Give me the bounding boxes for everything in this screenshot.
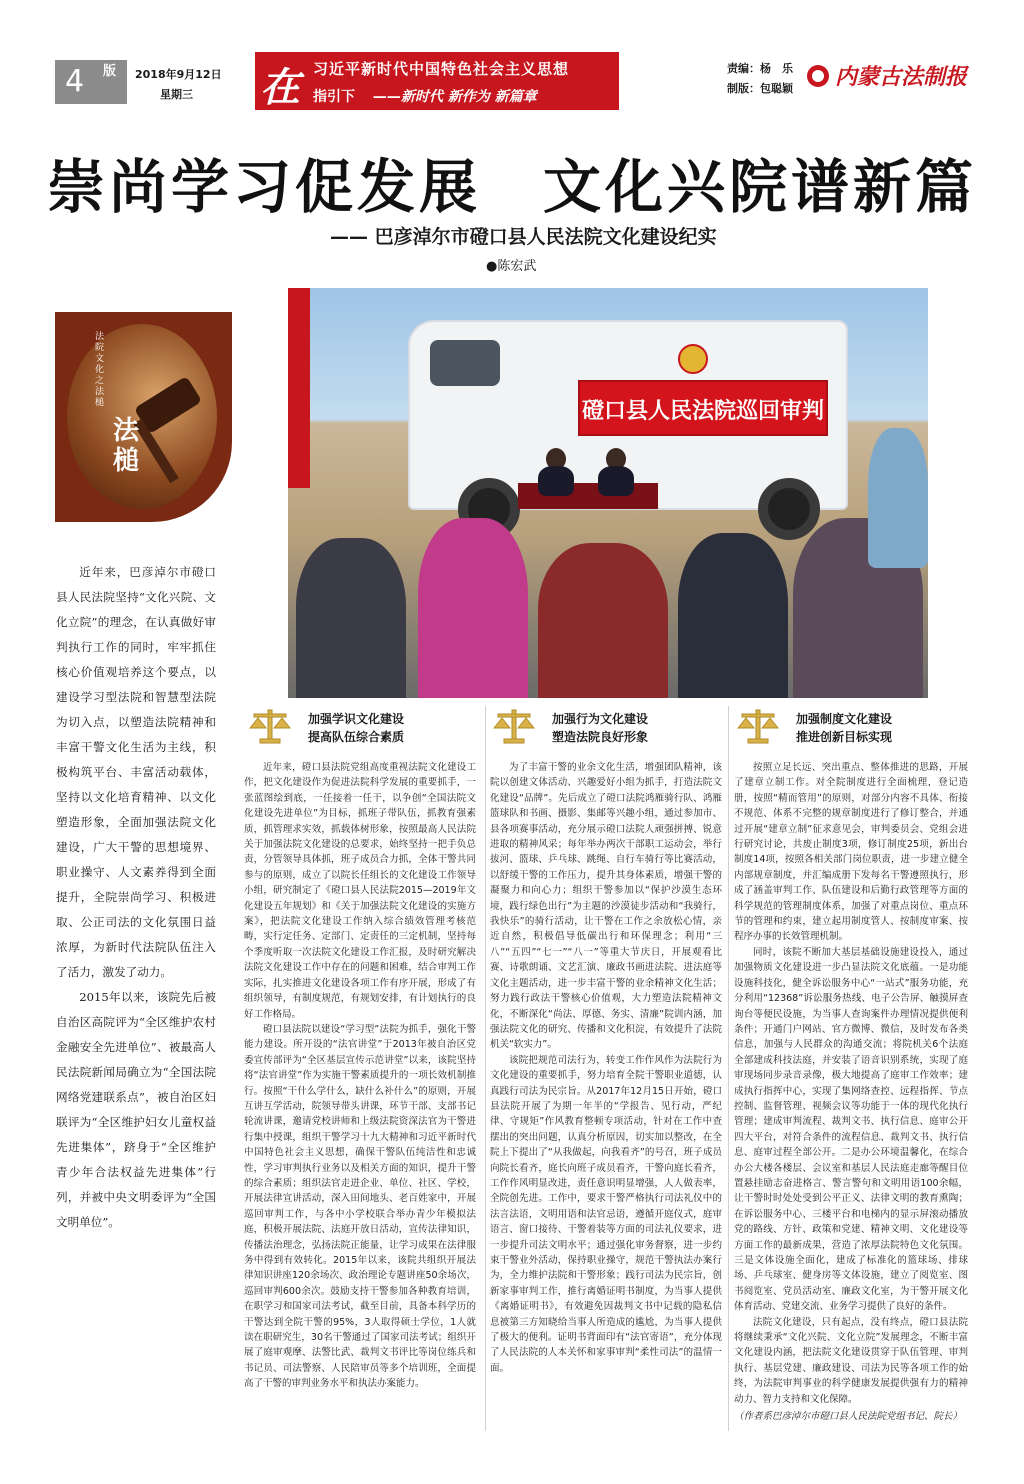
section-title-line2: 提高队伍综合素质 [308, 730, 405, 744]
article-column-2 [490, 760, 722, 1376]
logo-emblem-icon [807, 65, 829, 87]
author-note: （作者系巴彦淖尔市磴口县人民法院党组书记、院长） [734, 1411, 963, 1423]
clerk-figure [598, 466, 634, 496]
issue-date: 2018年9月12日 [135, 68, 222, 81]
article-paragraph: 同时，该院不断加大基层基础设施建设投入，通过加强物质文化建设进一步凸显法院文化底蕴。一是功能设施科技化，健全诉讼服务中心“一站式”服务功能，充分利用“12368”诉讼服务热线、电子公告屏、触摸屏查询台等便民设施，为当事人查询案件办理情况提供便利条件；开通门户网站、官方微博、微信，及时发布各类信息，加强与人民群众的沟通交流；将院机关6个法庭全部建成科技法庭，并安装了语音识别系统，实现了庭审现场同步录音录像，极大地提高了庭审工作效率；建成执行指挥中心，实现了集网络查控、远程指挥、节点控制、监督管理、视频会议等功能于一体的现代化执行管理；建成审判流程、裁判文书、执行信息、庭审公开四大平台，对符合条件的流程信息、裁判文书、执行信息、庭审过程全部公开。二是办公环境温馨化，在综合办公大楼各楼层、会议室和基层人民法庭走廊等醒目位置悬挂励志奋进格言、警言警句和文明用语100余幅，让干警时时处处受到公平正义、法律文明的教育熏陶；在诉讼服务中心、三楼平台和电梯内的显示屏滚动播放党的路线、方针、政策和党建、精神文明、文化建设等方面工作的最新成果，营造了浓厚法院特色文化氛围。三是文体设施全面化，建成了标准化的篮球场、排球场、乒乓球室、健身房等文体设施，建立了阅览室、图书阅览室、党员活动室、廉政文化室，为干警开展文化体育活动、党建交流、业务学习提供了良好的条件。 [734, 946, 968, 1313]
article-column-3 [734, 760, 968, 1424]
article-paragraph: 为了丰富干警的业余文化生活，增强团队精神，该院以创建文体活动、兴趣爱好小组为抓手，打造法院文化建设“品牌”。先后成立了磴口法院鸿雁骑行队、鸿雁篮球队和书画、摄影、集邮等兴趣小组，通过参加市、县各项赛事活动，充分展示磴口法院人顽强拼搏、锐意进取的精神风采；每年举办两次干部职工运动会，举行拔河、篮球、乒乓球、跳绳、自行车骑行等比赛活动，以舒缓干警的工作压力，提升其身体素质，增强干警的凝聚力和向心力；组织干警参加以“保护沙漠生态环境，践行绿色出行”为主题的沙漠徒步活动和“我骑行，我快乐”的骑行活动，让干警在工作之余放松心情，亲近自然，积极倡导低碳出行和环保理念；利用“三八”“五四”“七一”“八一”等重大节庆日，开展观看比赛、诗歌朗诵、文艺汇演、廉政书画进法院、进法庭等文化主题活动，进一步丰富干警的业余精神文化生活；努力践行政法干警核心价值观，大力塑造法院精神文化，不断深化“尚法、厚德、务实、清廉”院训内涵，加强法院文化的研究、传播和文化积淀，有效提升了法院机关“软实力”。 [490, 762, 722, 1051]
page-number-box [55, 60, 127, 104]
banner-line2: 指引下 [313, 89, 355, 105]
gavel-label-big: 法槌 [113, 416, 140, 476]
page-number: 4 [65, 64, 85, 99]
banner-line1: 习近平新时代中国特色社会主义思想 [313, 60, 570, 78]
banner-char: 在 [260, 64, 300, 111]
section-title-1 [308, 710, 404, 746]
section-title-line1: 加强行为文化建设 [552, 712, 649, 726]
article-paragraph: 近年来，磴口县法院党组高度重视法院文化建设工作，把文化建设作为促进法院科学发展的重要抓手，一张蓝图绘到底，一任接着一任干，以争创“全国法院文化建设先进单位”为目标，抓班子带队伍，抓教育强素质，抓管理求实效，抓载体树形象，按照最高人民法院关于加强法院文化建设的总要求，始终坚持一把手负总责，分管领导具体抓，班子成员合力抓，全体干警共同参与的原则，成立了以院长任组长的文化建设工作领导小组，研究制定了《磴口县人民法院2015—2019年文化建设五年规划》和《关于加强法院文化建设的实施方案》，把法院文化建设工作纳入综合绩效管理考核范畴，实行定任务、定部门、定责任的三定机制，坚持每个季度听取一次法院文化建设工作汇报，及时研究解决法院文化建设工作中存在的问题和困难，结合审判工作实际，扎实推进文化建设各项工作有序开展，形成了有组织领导，有制度规范，有规划安排，有计划执行的良好工作格局。 [244, 762, 476, 1020]
van-banner-text: 磴口县人民法院巡回审判 [581, 398, 824, 424]
weekday: 星期三 [160, 88, 193, 101]
gavel-label-small: 法院文化之法槌 [95, 332, 105, 408]
section-title-line1: 加强学识文化建设 [308, 712, 405, 726]
article-paragraph: 按照立足长远、突出重点、整体推进的思路，开展了建章立制工作。对全院制度进行全面梳理，登记造册，按照“精而管用”的原则，对部分内容不具体、衔接不规范、体系不完整的规章制度进行了修订整合，并通过开展“建章立制”征求意见会，审判委员会、党组会进行研究讨论，共废止制度3项，修订制度25项，新出台制度14项，按照各相关部门岗位职责，进一步建立健全内部规章制度，并汇编成册下发每名干警遵照执行，形成了涵盖审判工作、队伍建设和后勤行政管理等方面的科学规范的管理制度体系，加强了对重点岗位、重点环节的管理和约束，建立起用制度管人、按制度审案、按程序办事的长效管理机制。 [734, 762, 968, 943]
section-title-line2: 推进创新目标实现 [796, 730, 893, 744]
audience-person [538, 543, 668, 698]
section-head-3 [736, 706, 966, 750]
editor-credit: 责编：杨 乐 [727, 62, 793, 75]
intro-paragraph: 2015年以来，该院先后被自治区高院评为“全区维护农村金融安全先进单位”、被最高人民法院新闻局确立为“全国法院网络党建联系点”，被自治区妇联评为“全区维护妇女儿童权益先进集体”，跻身于“全区维护青少年合法权益先进集体”行列，并被中央文明委评为“全国文明单位”。 [56, 990, 216, 1229]
vertical-red-banner [288, 288, 310, 488]
scales-of-justice-icon [736, 706, 780, 746]
article-paragraph: 法院文化建设，只有起点，没有终点，磴口县法院将继续秉承“文化兴院、文化立院”发展理念，不断丰富文化建设内涵，把法院文化建设贯穿于队伍管理、审判执行、基层党建、廉政建设、司法为民等各项工作的始终，为法院审判事业的科学健康发展提供强有力的精神动力、智力支持和文化保障。 [734, 1316, 968, 1405]
van-wheel-rear [758, 478, 820, 540]
article-subheadline: —— 巴彦淖尔市磴口县人民法院文化建设纪实 [330, 226, 717, 248]
section-title-line1: 加强制度文化建设 [796, 712, 893, 726]
newspaper-logo [807, 60, 967, 91]
van-banner [578, 380, 828, 436]
banner-slogan: ——新时代 新作为 新篇章 [373, 89, 537, 105]
section-head-1 [248, 706, 478, 750]
judge-figure [538, 466, 574, 496]
article-byline: ●陈宏武 [486, 259, 537, 274]
article-paragraph: 该院把规范司法行为，转变工作作风作为法院行为文化建设的重要抓手，努力培育全院干警职业道德，认真践行司法为民宗旨。从2017年12月15日开始，磴口县法院开展了为期一年半的“学报告、见行动，严纪律、守规矩”作风教育整顿专项活动，针对在工作中查摆出的突出问题，认真分析原因，切实加以整改，在全院上下提出了“从我做起，向我看齐”的号召，班子成员向院长看齐，庭长向班子成员看齐，干警向庭长看齐，工作作风明显改进，责任意识明显增强，人人做表率，全院创先进。工作中，要求干警严格执行司法礼仪中的法言法语，文明用语和法官忌语，遵循开庭仪式，庭审语言、窗口接待、干警着装等方面的司法礼仪要求，进一步提升司法文明水平；通过强化审务督察，进一步约束干警业外活动，保持职业操守，规范干警执法办案行为，全力维护法院和干警形象；践行司法为民宗旨，创新家事审判工作，推行离婚证明书制度，为当事人提供《离婚证明书》，有效避免因裁判文书中记载的隐私信息被第三方知晓给当事人所造成的尴尬，为当事人提供了极大的便利。证明书背面印有“法官寄语”，充分体现了人民法院的人本关怀和家事审判“柔性司法”的温情一面。 [490, 1054, 722, 1374]
section-title-3 [796, 710, 892, 746]
producer-credit: 制版：包聪颖 [727, 82, 793, 95]
gavel-label [95, 332, 155, 476]
article-photo [288, 288, 928, 698]
audience-person [418, 518, 528, 698]
masthead [55, 52, 970, 112]
court-emblem-icon [678, 344, 708, 374]
audience-person [296, 538, 406, 698]
standing-person [868, 428, 928, 568]
scales-of-justice-icon [492, 706, 536, 746]
column-divider [485, 706, 486, 1431]
page-suffix: 版 [103, 64, 117, 79]
intro-paragraph: 近年来，巴彦淖尔市磴口县人民法院坚持“文化兴院、文化立院”的理念，在认真做好审判执行工作的同时，牢牢抓住核心价值观培养这个要点，以建设学习型法院和智慧型法院为切入点，以塑造法院精神和丰富干警文化生活为主线，积极构筑平台、丰富活动载体，坚持以文化培育精神、以文化塑造形象，全面加强法院文化建设，广大干警的思想境界、职业操守、人文素养得到全面提升，全院崇尚学习、积极进取、公正司法的文化氛围日益浓厚，为新时代法院队伍注入了活力，激发了动力。 [56, 565, 216, 979]
audience-person [678, 533, 788, 698]
article-headline: 崇尚学习促发展 文化兴院谱新篇 [46, 153, 977, 221]
article-column-1 [244, 760, 476, 1392]
section-head-2 [492, 706, 722, 750]
intro-column [56, 560, 216, 1235]
section-title-2 [552, 710, 648, 746]
logo-text: 内蒙古法制报 [835, 64, 968, 90]
scales-of-justice-icon [248, 706, 292, 746]
article-paragraph: 磴口县法院以建设“学习型”法院为抓手，强化干警能力建设。所开设的“法官讲堂”于2013年被自治区党委宣传部评为“全区基层宣传示范讲堂”以来，该院坚持将“法官讲堂”作为实施干警素质提升的一项长效机制推行。按照“干什么学什么，缺什么补什么”的原则，开展互讲互学活动，院领导带头讲课，环节干部、支部书记轮流讲课，邀请党校讲师和上级法院资深法官为干警进行集中授课，组织干警学习十九大精神和习近平新时代中国特色社会主义思想，确保干警队伍纯洁性和忠诚性，学习审判执行业务以及相关方面的知识，提升干警的综合素质；组织法官走进企业、单位、社区、学校，开展法律宣讲活动，深入田间地头、老百姓家中，开展巡回审判工作，与各中小学校联合举办青少年模拟法庭，积极开展法院、法庭开放日活动，宣传法律知识，传播法治理念，弘扬法院正能量，让学习成果在法律服务中得到有效转化。2015年以来，该院共组织开展法律知识讲座120余场次、政治理论专题讲座50余场次，巡回审判600余次。鼓励支持干警参加各种教育培训，在职学习和国家司法考试，截至目前，具备本科学历的干警达到全院干警的95%，3人取得硕士学位，1人就读在职研究生，30名干警通过了国家司法考试；组织开展了庭审观摩、法警比武、裁判文书评比等岗位练兵和书记员、司法警察、人民陪审员等多个培训班，全面提高了干警的审判业务水平和执法办案能力。 [244, 1023, 476, 1390]
gavel-illustration [55, 312, 232, 522]
section-title-line2: 塑造法院良好形象 [552, 730, 649, 744]
column-divider [728, 706, 729, 1431]
van-window [430, 340, 500, 386]
